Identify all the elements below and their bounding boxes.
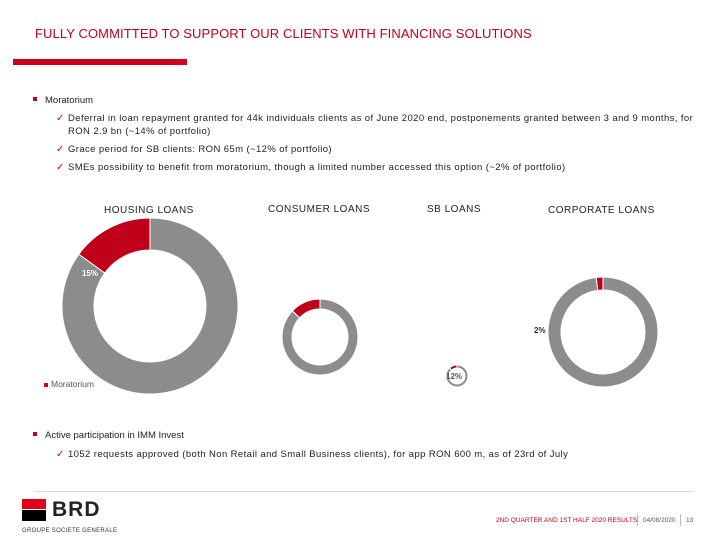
donut-slice-rest	[548, 277, 658, 387]
chart-title-sb: SB LOANS	[427, 204, 482, 215]
donut-percent-label: 13%	[296, 323, 313, 332]
page-title: FULLY COMMITTED TO SUPPORT OUR CLIENTS WITH FINANCING SOLUTIONS	[35, 26, 532, 41]
donut-percent-label: 2%	[534, 326, 546, 335]
footer-separator	[637, 514, 638, 526]
chart-title-consumer: CONSUMER LOANS	[268, 204, 371, 215]
legend-swatch	[44, 383, 48, 387]
brd-logo-base-icon	[22, 510, 46, 521]
brd-logo-text: BRD	[52, 498, 101, 521]
moratorium-point-3: ✓ SMEs possibility to benefit from moratorium, though a limited number accessed this option (~2% of portfolio)	[56, 162, 566, 173]
moratorium-point-2: ✓ Grace period for SB clients: RON 65m (~12% of portfolio)	[56, 144, 332, 155]
chart-legend: Moratorium	[44, 379, 94, 389]
housing-loans-donut	[60, 216, 240, 396]
brd-logo-icon	[22, 499, 46, 509]
donut-percent-label: 12%	[446, 372, 463, 381]
footer-report-title: 2ND QUARTER AND 1ST HALF 2020 RESULTS	[496, 517, 638, 524]
title-underline	[13, 59, 187, 65]
footer-date: 04/08/2020	[643, 517, 676, 524]
sb-loans-donut	[444, 363, 470, 389]
footer-separator	[680, 514, 681, 526]
checkmark-icon: ✓	[56, 144, 65, 155]
bullet-square-icon	[33, 432, 37, 436]
checkmark-icon: ✓	[56, 449, 65, 460]
corporate-loans-donut	[534, 275, 660, 389]
bullet-square-icon	[33, 97, 37, 101]
donut-percent-label: 15%	[82, 269, 99, 278]
brd-logo-subtitle: GROUPE SOCIETE GENERALE	[22, 528, 118, 534]
imm-heading: Active participation in IMM Invest	[33, 430, 184, 441]
chart-title-corporate: CORPORATE LOANS	[548, 205, 655, 216]
imm-point-1: ✓ 1052 requests approved (both Non Retail and Small Business clients), for app RON 600 m, as of 23rd of July	[56, 449, 569, 460]
checkmark-icon: ✓	[56, 162, 65, 173]
moratorium-heading: Moratorium	[33, 95, 93, 106]
chart-title-housing: HOUSING LOANS	[104, 205, 194, 216]
footer-divider	[34, 491, 694, 492]
consumer-loans-donut	[280, 297, 360, 377]
moratorium-point-1: ✓ Deferral in loan repayment granted for 44k individuals clients as of June 2020 end, postponements granted between 3 and 9 months, for RON 2.9 bn (~14% of portfolio)	[56, 113, 694, 137]
checkmark-icon: ✓	[56, 113, 65, 124]
footer-page-number: 13	[686, 517, 694, 524]
